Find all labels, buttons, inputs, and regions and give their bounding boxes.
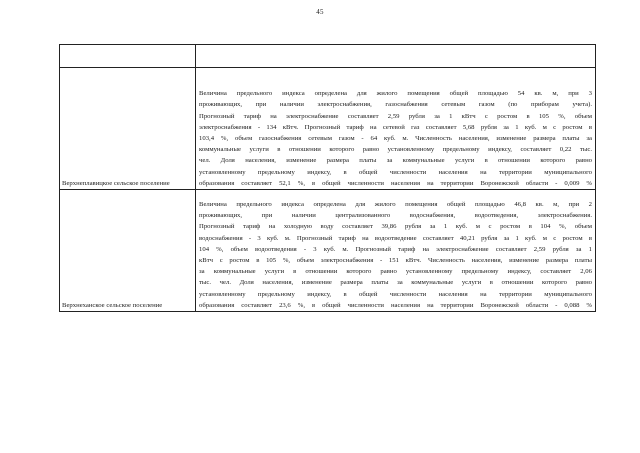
table-cell-empty: [60, 45, 196, 68]
description-cell: [196, 68, 596, 190]
settlement-name: Верхнеплавицкое сельское поселение: [62, 180, 170, 187]
settlements-table: [59, 44, 596, 312]
index-description: Величина предельного индекса определена для жилого помещения общей площадью 46,8 кв. м, при 2 проживающих, при наличии централизованного водоснабжения, водоотведения, электроснабжения. Прогнозный тариф на холодную воду составляет 39,86 рубля за 1 куб. м с ростом в 104 %, объем водоснабжения - 3 куб. м. Прогнозный тариф на водоотведение составляет 40,21 рубля за 1 куб. м с ростом в 104 %, объем водоотведения - 3 куб. м. Прогнозный тариф на электроснабжение составляет 2,59 рубля за 1 кВтч с ростом в 105 %, объем электроснабжения - 151 кВтч. Численность населения, изменение размера платы за коммунальные услуги в отношении которого равно установленному предельному индексу, составляет 2,06 тыс. чел. Доля населения, изменение размера платы за коммунальные услуги в отношении которого равно установленному предельному индексу, в общей численности населения на территории муниципального образования составляет 23,6 %, в общей численности населения на территории Воронежской области - 0,088 %: [199, 200, 592, 309]
settlement-cell: [60, 190, 196, 312]
description-cell: [196, 190, 596, 312]
table-row: [60, 190, 596, 312]
settlement-cell: [60, 68, 196, 190]
table-cell-empty: [196, 45, 596, 68]
table-row-continuation: [60, 45, 596, 68]
table-row: [60, 68, 596, 190]
page-number: 45: [316, 8, 324, 16]
index-description: Величина предельного индекса определена для жилого помещения общей площадью 54 кв. м, при 3 проживающих, при наличии электроснабжения, газоснабжения сетевым газом (по приборам учета). Прогнозный тариф на электроснабжение составляет 2,59 рубля за 1 кВтч с ростом в 105 %, объем электроснабжения - 134 кВтч. Прогнозный тариф на сетевой газ составляет 5,68 рубля за 1 куб. м с ростом в 103,4 %, объем газоснабжения сетевым газом - 64 куб. м. Численность населения, изменение размера платы за коммунальные услуги в отношении которого равно установленному предельному индексу, составляет 0,22 тыс. чел. Доля населения, изменение размера платы за коммунальные услуги в отношении которого равно установленному предельному индексу, в общей численности населения на территории муниципального образования составляет 52,1 %, в общей численности населения на территории Воронежской области - 0,009 %: [199, 90, 592, 187]
settlement-name: Верхнеханское сельское поселение: [62, 302, 163, 309]
